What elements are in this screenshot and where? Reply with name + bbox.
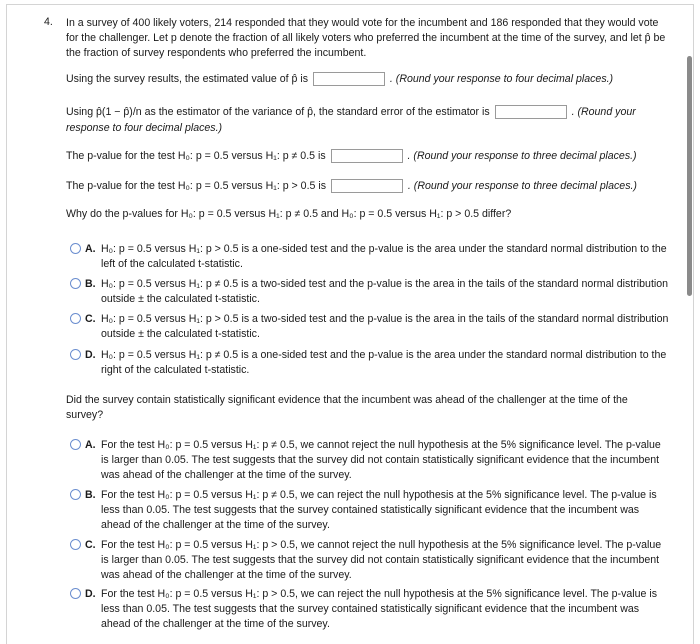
option-letter: C. — [85, 313, 96, 325]
radio-button[interactable] — [70, 349, 81, 360]
std-error-hint-cont: response to four decimal places.) — [66, 122, 223, 134]
std-error-input[interactable] — [495, 105, 567, 119]
option-letter: B. — [85, 278, 96, 290]
pvalue-two-row — [66, 149, 637, 163]
radio-button[interactable] — [70, 278, 81, 289]
estimate-label: Using the survey results, the estimated value of p̂ is — [66, 72, 309, 85]
estimate-row — [66, 72, 613, 86]
radio-button[interactable] — [70, 313, 81, 324]
radio-button[interactable] — [70, 439, 81, 450]
pvalue-one-row — [66, 179, 637, 193]
option-text: For the test H₀: p = 0.5 versus H₁: p ≠ 0.5, we can reject the null hypothesis at the 5% significance level. The p-value is less than 0.05. The test suggests that the survey contained statistically significant evidence that the incumbent was ahead of the challenger at the time of the survey. — [101, 489, 657, 531]
radio-button[interactable] — [70, 489, 81, 500]
radio-button[interactable] — [70, 588, 81, 599]
why-option-c[interactable] — [70, 312, 670, 342]
option-text: For the test H₀: p = 0.5 versus H₁: p > 0.5, we cannot reject the null hypothesis at the 5% significance level. The p-value is larger than 0.05. The test suggests that the survey did not contain statistically significant evidence that the incumbent was ahead of the challenger at the time of the survey. — [101, 539, 662, 581]
option-text: H₀: p = 0.5 versus H₁: p > 0.5 is a two-sided test and the p-value is the area in the tails of the standard normal distribution outside ± the calculated t-statistic. — [101, 313, 669, 340]
option-text: H₀: p = 0.5 versus H₁: p ≠ 0.5 is a one-sided test and the p-value is the area under the standard normal distribution to the right of the calculated t-statistic. — [101, 349, 667, 376]
why-option-b[interactable] — [70, 277, 670, 307]
pvalue-two-hint: . (Round your response to three decimal places.) — [407, 149, 637, 162]
scrollbar[interactable] — [687, 56, 692, 296]
option-text: H₀: p = 0.5 versus H₁: p > 0.5 is a one-sided test and the p-value is the area under the standard normal distribution to the left of the calculated t-statistic. — [101, 243, 667, 270]
pvalue-two-label: The p-value for the test H₀: p = 0.5 versus H₁: p ≠ 0.5 is — [66, 149, 326, 162]
option-letter: B. — [85, 489, 96, 501]
significance-question: Did the survey contain statistically significant evidence that the incumbent was ahead of the challenger at the time of the survey? — [66, 394, 628, 421]
std-error-hint: . (Round your — [571, 106, 636, 118]
radio-button[interactable] — [70, 243, 81, 254]
question-number: 4. — [44, 16, 53, 28]
option-letter: D. — [85, 588, 96, 600]
why-question: Why do the p-values for H₀: p = 0.5 versus H₁: p ≠ 0.5 and H₀: p = 0.5 versus H₁: p > 0.5 differ? — [66, 208, 512, 220]
sig-option-a[interactable] — [70, 438, 670, 483]
why-option-d[interactable] — [70, 348, 670, 378]
sig-option-c[interactable] — [70, 538, 670, 583]
std-error-row — [66, 104, 656, 136]
estimate-hint: . (Round your response to four decimal places.) — [389, 72, 614, 85]
radio-button[interactable] — [70, 539, 81, 550]
pvalue-one-label: The p-value for the test H₀: p = 0.5 versus H₁: p > 0.5 is — [66, 179, 326, 192]
std-error-label: Using p̂(1 − p̂)/n as the estimator of the variance of p̂, the standard error of the estimator is — [66, 106, 490, 118]
option-text: For the test H₀: p = 0.5 versus H₁: p > 0.5, we can reject the null hypothesis at the 5% significance level. The p-value is less than 0.05. The test suggests that the survey contained statistically significant evidence that the incumbent was ahead of the challenger at the time of the survey. — [101, 588, 657, 630]
pvalue-two-input[interactable] — [331, 149, 403, 163]
why-option-a[interactable] — [70, 242, 670, 272]
estimate-input[interactable] — [313, 72, 385, 86]
option-text: H₀: p = 0.5 versus H₁: p ≠ 0.5 is a two-sided test and the p-value is the area in the tails of the standard normal distribution outside ± the calculated t-statistic. — [101, 278, 669, 305]
question-intro: In a survey of 400 likely voters, 214 responded that they would vote for the incumbent and 186 responded that they would vote for the challenger. Let p denote the fraction of all likely voters who preferred the incumbent at the time of the survey, and let p̂ be the fraction of survey respondents who preferred the incumbent. — [66, 17, 666, 59]
sig-option-b[interactable] — [70, 488, 670, 533]
pvalue-one-input[interactable] — [331, 179, 403, 193]
pvalue-one-hint: . (Round your response to three decimal places.) — [407, 179, 637, 192]
option-letter: A. — [85, 439, 96, 451]
sig-option-d[interactable] — [70, 587, 670, 632]
option-text: For the test H₀: p = 0.5 versus H₁: p ≠ 0.5, we cannot reject the null hypothesis at the 5% significance level. The p-value is larger than 0.05. The test suggests that the survey did not contain statistically significant evidence that the incumbent was ahead of the challenger at the time of the survey. — [101, 439, 661, 481]
option-letter: A. — [85, 243, 96, 255]
option-letter: C. — [85, 539, 96, 551]
option-letter: D. — [85, 349, 96, 361]
